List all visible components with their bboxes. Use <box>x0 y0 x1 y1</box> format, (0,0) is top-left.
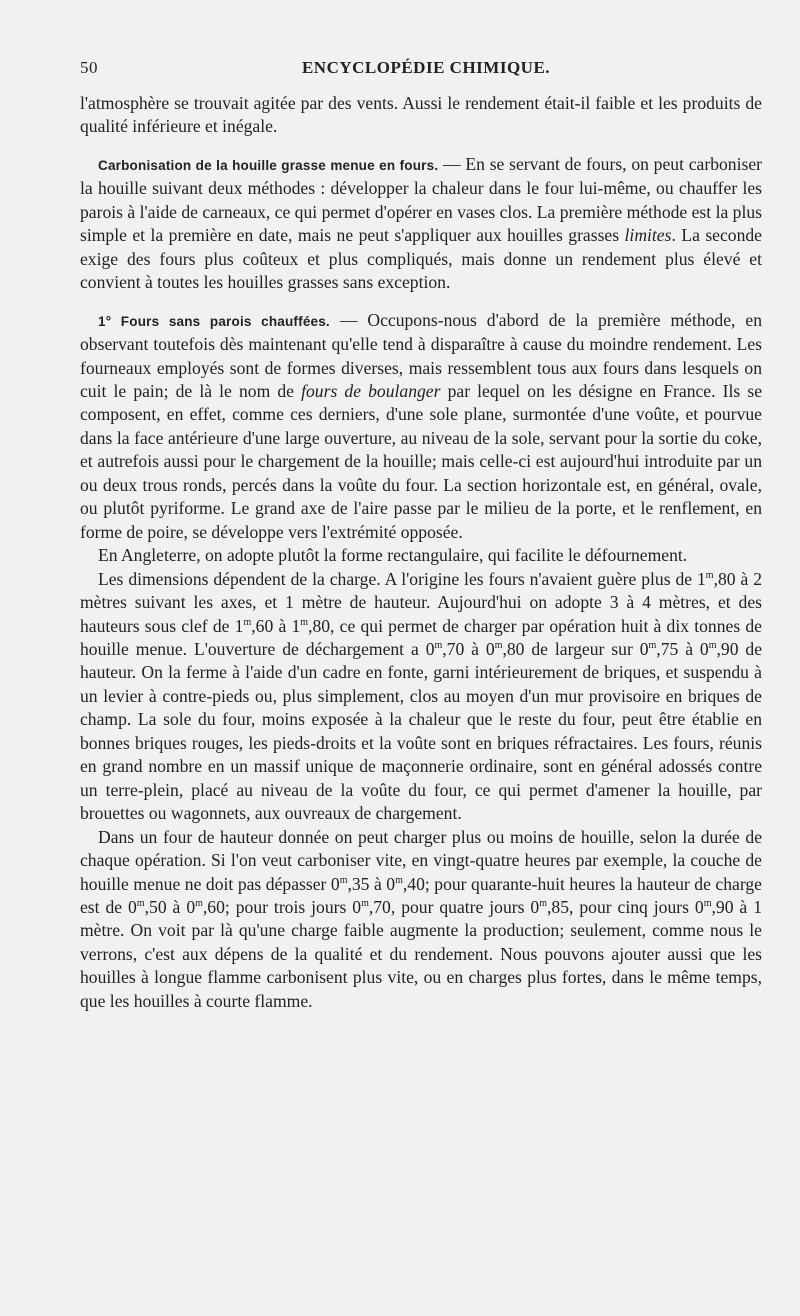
paragraph-5: Les dimensions dépendent de la charge. A l'origine les fours n'avaient guère plus de 1$^m$,80 à 2 mètres suivant les axes, et 1 mètre de hauteur. Aujourd'hui on adopte 3 à 4 mètres, et des hauteurs sous clef de 1$^m$,60 à 1$^m$,80, ce qui permet de charger par opération huit à dix tonnes de houille menue. L'ouverture de déchargement a 0$^m$,70 à 0$^m$,80 de largeur sur 0$^m$,75 à 0$^m$,90 de hauteur. On la ferme à l'aide d'un cadre en fonte, garni intérieurement de briques, et suspendu à un levier à contre-pieds ou, plus simplement, clos au moyen d'un mur provisoire en briques de champ. La sole du four, moins exposée à la chaleur que le reste du four, peut être établie en bonnes briques rouges, les pieds-droits et la voûte sont en briques réfractaires. Les fours, réunis en grand nombre en un massif unique de maçonnerie ordinaire, sont en général adossés contre un terre-plein, placé au niveau de la voûte du four, ce qui permet d'amener la houille, par brouettes ou wagonnets, aux ouvreaux de chargement. <box>80 568 763 824</box>
emphasis-fours-de-boulanger: fours de boulanger <box>301 380 441 401</box>
section-heading-carbonisation: Carbonisation de la houille grasse menue en fours. <box>98 157 439 173</box>
page-number: 50 <box>80 58 98 77</box>
paragraph-2: Carbonisation de la houille grasse menue en fours. — En se servant de fours, on peut carboniser la houille suivant deux méthodes : développer la chaleur dans le four lui-même, ou chauffer les parois à l'aide de carneaux, ce qui permet d'opérer en vases clos. La première méthode est la plus simple et la première en date, mais ne peut s'appliquer aux houilles grasses limites. La seconde exige des fours plus coûteux et plus compliqués, mais donne un rendement plus élevé et convient à toutes les houilles grasses sans exception. <box>80 153 762 293</box>
page-header <box>80 58 762 78</box>
section-heading-fours-sans-parois: 1° Fours sans parois chauffées. <box>98 313 330 329</box>
paragraph-1: l'atmosphère se trouvait agitée par des vents. Aussi le rendement était-il faible et les produits de qualité inférieure et inégale. <box>80 93 762 137</box>
body-text <box>80 92 762 1013</box>
emphasis-limites: limites <box>624 225 672 246</box>
paragraph-6: Dans un four de hauteur donnée on peut charger plus ou moins de houille, selon la durée de chaque opération. Si l'on veut carboniser vite, en vingt-quatre heures par exemple, la couche de houille menue ne doit pas dépasser 0$^m$,35 à 0$^m$,40; pour quarante-huit heures la hauteur de charge est de 0$^m$,50 à 0$^m$,60; pour trois jours 0$^m$,70, pour quatre jours 0$^m$,85, pour cinq jours 0$^m$,90 à 1 mètre. On voit par là qu'une charge faible augmente la production; seulement, comme nous le verrons, c'est aux dépens de la qualité et du rendement. Nous pouvons ajouter aussi que les houilles à longue flamme carbonisent plus vite, ou en charges plus fortes, dans le même temps, que les houilles à courte flamme. <box>80 826 762 1011</box>
running-title: ENCYCLOPÉDIE CHIMIQUE. <box>301 58 551 77</box>
paragraph-4: En Angleterre, on adopte plutôt la forme rectangulaire, qui facilite le défournement. <box>98 545 688 566</box>
paragraph-3: 1° Fours sans parois chauffées. — Occupons-nous d'abord de la première méthode, en observant toutefois dès maintenant qu'elle tend à disparaître à cause du moindre rendement. Les fourneaux employés sont de formes diverses, mais ressemblent tous aux fours dans lesquels on cuit le pain; de là le nom de fours de boulanger par lequel on les désigne en France. Ils se composent, en effet, comme ces derniers, d'une sole plane, surmontée d'une voûte, et pourvue dans la face antérieure d'une large ouverture, au niveau de la sole, servant pour la sortie du coke, et autrefois aussi pour le chargement de la houille; mais celle-ci est aujourd'hui introduite par un ou deux trous ronds, percés dans la voûte du four. La section horizontale est, en général, ovale, ou plutôt pyriforme. Le grand axe de l'aire passe par le milieu de la porte, et le renflement, en forme de poire, se développe vers l'extrémité opposée. <box>80 309 763 542</box>
